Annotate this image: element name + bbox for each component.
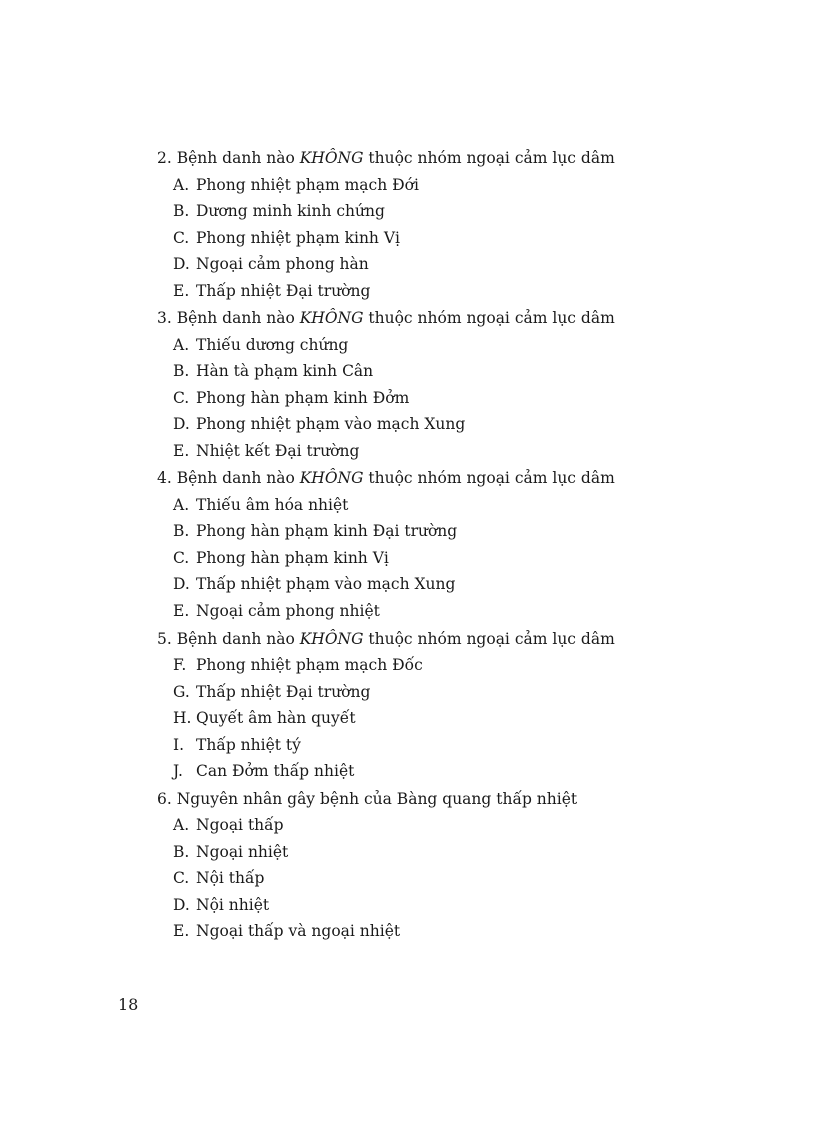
question-text: Bệnh danh nào (171, 469, 300, 488)
option-letter: C. (173, 548, 190, 567)
option-text: Thiếu âm hóa nhiệt (196, 495, 349, 514)
question-number: 4. (157, 469, 172, 488)
option-item (173, 438, 757, 465)
option-item (173, 225, 757, 252)
option-text: Phong hàn phạm kinh Đởm (196, 388, 410, 407)
question-2 (157, 145, 757, 304)
option-item (173, 758, 757, 785)
question-emphasis: KHÔNG (299, 629, 364, 648)
option-letter: B. (173, 202, 190, 220)
option-text: Quyết âm hàn quyết (196, 709, 356, 728)
option-letter: G. (173, 682, 190, 701)
option-text: Thiếu dương chứng (196, 335, 349, 354)
option-letter: D. (173, 575, 190, 594)
option-text: Can Đởm thấp nhiệt (196, 762, 355, 781)
option-letter: D. (173, 895, 190, 914)
option-text: Ngoại nhiệt (196, 842, 289, 861)
option-text: Hàn tà phạm kinh Cân (196, 362, 374, 381)
option-list (157, 492, 757, 625)
option-letter: E. (173, 441, 190, 460)
option-list (157, 812, 757, 945)
option-item (173, 385, 757, 412)
option-letter: B. (173, 842, 190, 861)
question-emphasis: KHÔNG (299, 149, 364, 167)
question-text: Bệnh danh nào (171, 149, 300, 167)
option-letter: H. (173, 709, 192, 728)
option-letter: D. (173, 255, 190, 273)
question-list (157, 145, 757, 945)
option-item (173, 705, 757, 732)
option-item (173, 679, 757, 706)
question-stem (157, 465, 757, 492)
question-5 (157, 626, 757, 785)
option-item (173, 918, 757, 945)
question-text-end: thuộc nhóm ngoại cảm lục dâm (363, 149, 615, 167)
option-list (157, 332, 757, 465)
option-letter: E. (173, 601, 190, 620)
option-text: Ngoại cảm phong nhiệt (196, 601, 380, 620)
question-number: 3. (157, 309, 172, 328)
option-text: Thấp nhiệt phạm vào mạch Xung (196, 575, 456, 594)
question-text-end: thuộc nhóm ngoại cảm lục dâm (363, 469, 615, 488)
option-letter: C. (173, 388, 190, 407)
question-stem (157, 626, 757, 653)
option-letter: B. (173, 362, 190, 381)
question-stem (157, 145, 757, 172)
question-4 (157, 465, 757, 624)
option-text: Phong hàn phạm kinh Vị (196, 548, 389, 567)
option-item (173, 172, 757, 199)
question-text: Nguyên nhân gây bệnh của Bàng quang thấp nhiệt (171, 789, 578, 808)
option-letter: A. (173, 335, 190, 354)
option-letter: F. (173, 656, 187, 675)
option-item (173, 198, 757, 225)
question-emphasis: KHÔNG (299, 469, 364, 488)
option-text: Thấp nhiệt Đại trường (196, 682, 371, 701)
option-text: Phong nhiệt phạm kinh Vị (196, 228, 400, 247)
option-text: Ngoại cảm phong hàn (196, 255, 369, 273)
option-text: Dương minh kinh chứng (196, 202, 385, 220)
question-text: Bệnh danh nào (171, 309, 300, 328)
option-text: Ngoại thấp và ngoại nhiệt (196, 922, 401, 941)
option-letter: J. (173, 762, 183, 781)
option-letter: A. (173, 175, 190, 194)
option-item (173, 865, 757, 892)
question-6 (157, 786, 757, 945)
option-text: Phong hàn phạm kinh Đại trường (196, 522, 458, 541)
option-item (173, 652, 757, 679)
question-stem (157, 786, 757, 813)
question-stem (157, 305, 757, 332)
option-item (173, 812, 757, 839)
option-letter: E. (173, 922, 190, 941)
option-list (157, 172, 757, 305)
option-letter: A. (173, 495, 190, 514)
option-text: Phong nhiệt phạm mạch Đới (196, 175, 419, 194)
question-3 (157, 305, 757, 464)
question-number: 2. (157, 149, 172, 167)
question-text: Bệnh danh nào (171, 629, 300, 648)
question-text-end: thuộc nhóm ngoại cảm lục dâm (363, 629, 615, 648)
option-letter: C. (173, 228, 190, 247)
option-text: Phong nhiệt phạm vào mạch Xung (196, 415, 466, 434)
option-text: Nhiệt kết Đại trường (196, 441, 360, 460)
option-text: Ngoại thấp (196, 816, 284, 835)
option-text: Phong nhiệt phạm mạch Đốc (196, 656, 423, 675)
option-item (173, 518, 757, 545)
option-item (173, 732, 757, 759)
option-item (173, 332, 757, 359)
option-item (173, 571, 757, 598)
option-item (173, 492, 757, 519)
question-number: 6. (157, 789, 172, 808)
option-item (173, 839, 757, 866)
option-item (173, 251, 757, 278)
option-letter: D. (173, 415, 190, 434)
option-text: Thấp nhiệt tý (196, 735, 301, 754)
option-letter: C. (173, 869, 190, 888)
option-item (173, 278, 757, 305)
option-item (173, 598, 757, 625)
page-number: 18 (118, 995, 139, 1014)
option-item (173, 358, 757, 385)
option-item (173, 892, 757, 919)
question-emphasis: KHÔNG (299, 309, 364, 328)
question-number: 5. (157, 629, 172, 648)
option-text: Nội nhiệt (196, 895, 270, 914)
option-list (157, 652, 757, 785)
option-item (173, 411, 757, 438)
option-letter: A. (173, 816, 190, 835)
option-item (173, 545, 757, 572)
option-text: Thấp nhiệt Đại trường (196, 281, 371, 300)
option-letter: B. (173, 522, 190, 541)
option-letter: E. (173, 281, 190, 300)
question-text-end: thuộc nhóm ngoại cảm lục dâm (363, 309, 615, 328)
option-text: Nội thấp (196, 869, 265, 888)
option-letter: I. (173, 735, 185, 754)
